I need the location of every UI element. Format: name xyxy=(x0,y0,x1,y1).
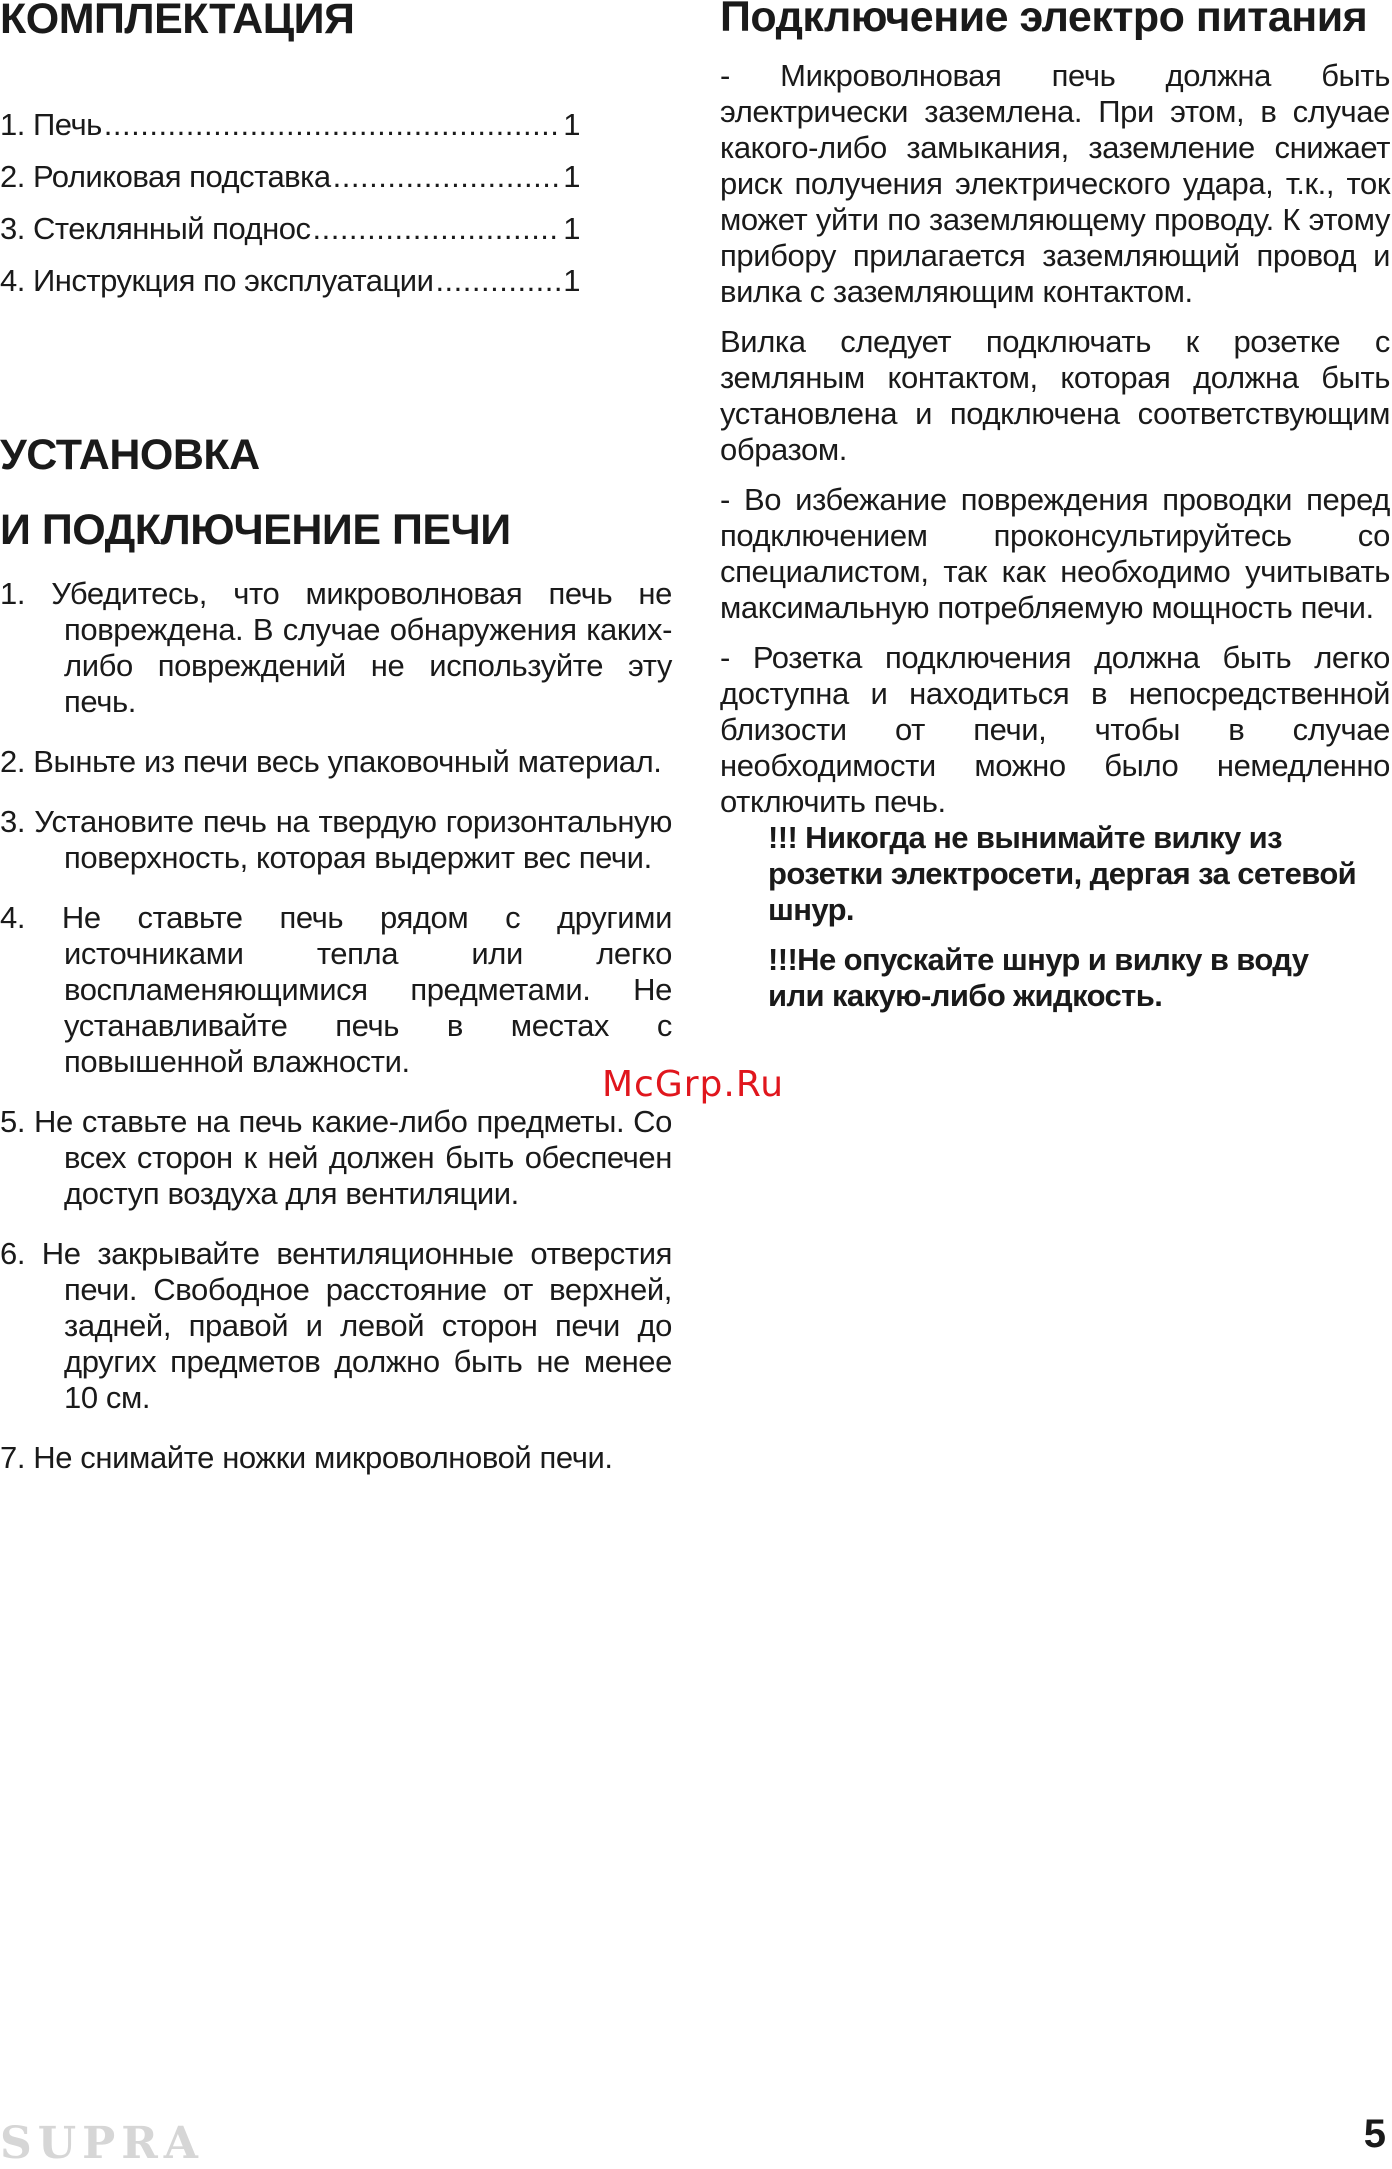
kit-title: КОМПЛЕКТАЦИЯ xyxy=(0,0,355,43)
leader-dots xyxy=(333,158,562,196)
kit-item-name: 1. Печь xyxy=(0,107,102,142)
kit-item xyxy=(0,210,580,262)
kit-item-qty: 1 xyxy=(563,159,580,194)
kit-item-name: 3. Стеклянный поднос xyxy=(0,211,311,246)
install-item: 1. Убедитесь, что микроволновая печь не повреждена. В случае обнаружения каких-либо повреждений не используйте эту печь. xyxy=(0,576,672,719)
watermark: McGrp.Ru xyxy=(602,1064,785,1105)
power-paragraphs xyxy=(720,58,1390,834)
kit-item-qty: 1 xyxy=(563,211,580,246)
leader-dots xyxy=(435,262,561,300)
power-paragraph: - Во избежание повреждения проводки перед подключением проконсультируйтесь со специалистом, так как необходимо учитывать максимальную потребляемую мощность печи. xyxy=(720,482,1390,625)
kit-item-name: 2. Роликовая подставка xyxy=(0,159,331,194)
power-paragraph: - Микроволновая печь должна быть электрически заземлена. При этом, в случае какого-либо замыкания, заземление снижает риск получения электрического удара, т.к., ток может уйти по заземляющему проводу. К этому прибору прилагается заземляющий провод и вилка с заземляющим контактом. xyxy=(720,58,1390,309)
kit-item xyxy=(0,262,580,314)
power-paragraph: - Розетка подключения должна быть легко доступна и находиться в непосредственной близости от печи, чтобы в случае необходимости можно было немедленно отключить печь. xyxy=(720,640,1390,819)
brand-logo: SUPRA xyxy=(0,2118,204,2169)
install-title xyxy=(0,432,511,553)
kit-item-qty: 1 xyxy=(563,263,580,298)
install-item: 5. Не ставьте на печь какие-либо предметы. Со всех сторон к ней должен быть обеспечен доступ воздуха для вентиляции. xyxy=(0,1104,672,1211)
kit-item-qty: 1 xyxy=(563,107,580,142)
warning-text: !!!Не опускайте шнур и вилку в воду или какую-либо жидкость. xyxy=(768,942,1309,1013)
install-list xyxy=(0,576,672,1500)
leader-dots xyxy=(104,106,561,144)
kit-item-name: 4. Инструкция по эксплуатации xyxy=(0,263,434,298)
install-item: 4. Не ставьте печь рядом с другими источниками тепла или легко воспламеняющимися предметами. Не устанавливайте печь в местах с повышенной влажности. xyxy=(0,900,672,1079)
kit-item xyxy=(0,158,580,210)
kit-list xyxy=(0,106,580,314)
install-item: 6. Не закрывайте вентиляционные отверстия печи. Свободное расстояние от верхней, задней, правой и левой сторон печи до других предметов должно быть не менее 10 см. xyxy=(0,1236,672,1415)
leader-dots xyxy=(312,210,561,248)
install-item: 7. Не снимайте ножки микроволновой печи. xyxy=(0,1440,613,1475)
kit-item xyxy=(0,106,580,158)
power-title: Подключение электро питания xyxy=(720,0,1368,41)
page-number: 5 xyxy=(1363,2112,1386,2156)
warnings xyxy=(768,820,1368,1028)
warning-text: !!! Никогда не вынимайте вилку из розетки электросети, дергая за сетевой шнур. xyxy=(768,820,1357,927)
install-item: 3. Установите печь на твердую горизонтальную поверхность, которая выдержит вес печи. xyxy=(0,804,672,875)
install-title-line1: УСТАНОВКА xyxy=(0,431,260,479)
install-item: 2. Выньте из печи весь упаковочный материал. xyxy=(0,744,662,779)
power-paragraph: Вилка следует подключать к розетке с земляным контактом, которая должна быть установлена и подключена соответствующим образом. xyxy=(720,324,1390,467)
install-title-line2: И ПОДКЛЮЧЕНИЕ ПЕЧИ xyxy=(0,506,511,554)
